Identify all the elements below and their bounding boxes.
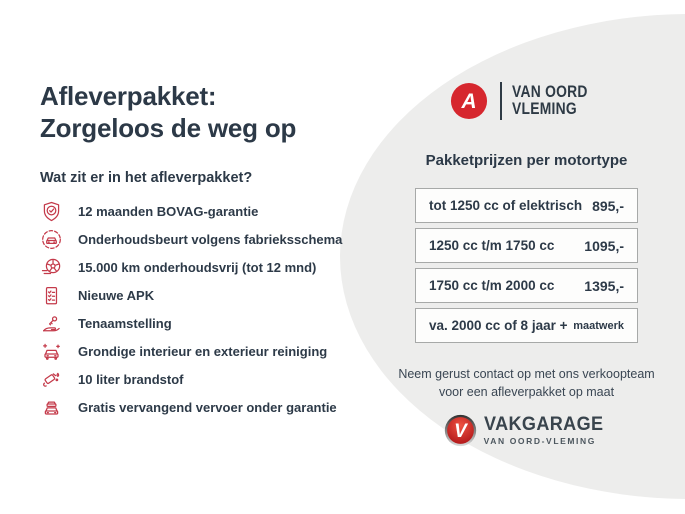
page-title-line1: Afleverpakket: <box>40 81 217 111</box>
left-column <box>40 80 360 421</box>
two-cars-icon <box>40 396 63 419</box>
price-row <box>415 308 638 343</box>
right-panel <box>398 82 655 447</box>
list-item <box>40 393 360 421</box>
vakgarage-badge-letter: V <box>453 421 467 443</box>
price-row-label: 1250 cc t/m 1750 cc <box>429 238 555 253</box>
shield-check-icon <box>40 200 63 223</box>
dealer-name <box>512 84 588 118</box>
dealer-name-line1: VAN OORD <box>512 83 589 101</box>
logo-divider <box>500 82 502 120</box>
contact-note-line1: Neem gerust contact op met ons verkoopteam <box>398 367 655 381</box>
wheel-icon <box>40 256 63 279</box>
list-item-label: Onderhoudsbeurt volgens fabrieksschema <box>78 231 343 247</box>
checklist-heading: Wat zit er in het afleverpakket? <box>40 170 253 186</box>
list-item-label: Gratis vervangend vervoer onder garantie <box>78 399 337 415</box>
fuel-pump-icon <box>40 368 63 391</box>
prices-heading: Pakketprijzen per motortype <box>425 152 628 169</box>
page-title <box>40 80 360 144</box>
price-table <box>415 188 638 348</box>
page-title-line2: Zorgeloos de weg op <box>40 113 297 143</box>
contact-note-line2: voor een afleverpakket op maat <box>438 385 615 399</box>
price-row-value: 895,- <box>592 197 624 214</box>
list-item <box>40 337 360 365</box>
list-item <box>40 309 360 337</box>
vakgarage-logo <box>444 414 610 447</box>
list-item-label: 15.000 km onderhoudsvrij (tot 12 mnd) <box>78 259 317 275</box>
price-row-label: 1750 cc t/m 2000 cc <box>429 278 555 293</box>
list-item <box>40 197 360 225</box>
price-row-label: tot 1250 cc of elektrisch <box>429 198 583 213</box>
price-row-value: 1395,- <box>584 277 624 294</box>
dealer-logo <box>450 82 602 120</box>
hand-key-icon <box>40 312 63 335</box>
vakgarage-subname: VAN OORD-VLEMING <box>483 436 596 446</box>
car-gear-icon <box>40 228 63 251</box>
vakgarage-badge-icon <box>444 414 477 447</box>
contact-note <box>398 365 654 401</box>
list-item-label: Nieuwe APK <box>78 287 155 303</box>
car-sparkle-icon <box>40 340 63 363</box>
vakgarage-name: VAKGARAGE <box>483 414 604 435</box>
price-row <box>415 188 638 223</box>
list-item-label: Tenaamstelling <box>78 315 172 331</box>
price-row-label: va. 2000 cc of 8 jaar + <box>429 318 568 333</box>
list-item-label: 10 liter brandstof <box>78 371 184 387</box>
price-row-value: 1095,- <box>584 237 624 254</box>
afleverpakket-checklist <box>40 197 360 421</box>
list-item-label: Grondige interieur en exterieur reiniging <box>78 343 328 359</box>
dealer-logo-letter: A <box>461 90 477 114</box>
checklist-icon <box>40 284 63 307</box>
list-item <box>40 253 360 281</box>
vakgarage-wordmark <box>484 415 610 446</box>
list-item <box>40 281 360 309</box>
dealer-logo-a-icon <box>450 82 488 120</box>
list-item <box>40 365 360 393</box>
list-item <box>40 225 360 253</box>
price-row-value: maatwerk <box>573 319 624 332</box>
price-row <box>415 228 638 263</box>
list-item-label: 12 maanden BOVAG-garantie <box>78 203 259 219</box>
price-row <box>415 268 638 303</box>
dealer-name-line2: VLEMING <box>512 100 578 118</box>
